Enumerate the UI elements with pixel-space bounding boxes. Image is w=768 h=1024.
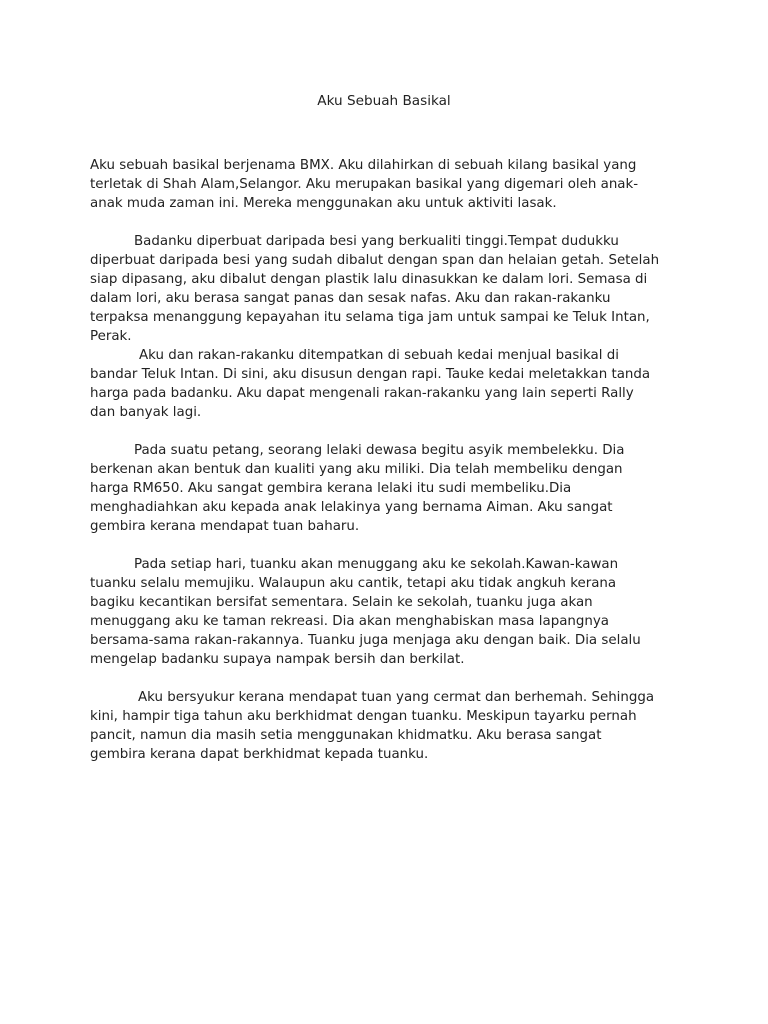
paragraph-1 xyxy=(90,156,662,213)
paragraph-line: Aku bersyukur kerana mendapat tuan yang cermat dan berhemah. Sehingga xyxy=(138,690,655,705)
paragraph-line: tuanku selalu memujiku. Walaupun aku cantik, tetapi aku tidak angkuh kerana xyxy=(90,576,617,591)
paragraph-line: menuggang aku ke taman rekreasi. Dia akan menghabiskan masa lapangnya xyxy=(90,614,610,629)
paragraph-line: Perak. xyxy=(90,329,132,344)
paragraph-line: bandar Teluk Intan. Di sini, aku disusun dengan rapi. Tauke kedai meletakkan tanda xyxy=(90,367,651,382)
paragraph-5 xyxy=(90,555,662,669)
paragraph-line: gembira kerana mendapat tuan baharu. xyxy=(90,519,360,534)
paragraph-line: terletak di Shah Alam,Selangor. Aku merupakan basikal yang digemari oleh anak- xyxy=(90,177,639,192)
paragraph-line: berkenan akan bentuk dan kualiti yang aku miliki. Dia telah membeliku dengan xyxy=(90,462,623,477)
paragraph-line: mengelap badanku supaya nampak bersih dan berkilat. xyxy=(90,652,465,667)
paragraph-line: diperbuat daripada besi yang sudah dibalut dengan span dan helaian getah. Setelah xyxy=(90,253,660,268)
paragraph-line: pancit, namun dia masih setia menggunakan khidmatku. Aku berasa sangat xyxy=(90,728,602,743)
paragraph-line: bersama-sama rakan-rakannya. Tuanku juga menjaga aku dengan baik. Dia selalu xyxy=(90,633,641,648)
paragraph-line: Badanku diperbuat daripada besi yang berkualiti tinggi.Tempat dudukku xyxy=(134,234,619,249)
paragraph-line: harga pada badanku. Aku dapat mengenali rakan-rakanku yang lain seperti Rally xyxy=(90,386,634,401)
paragraph-line: siap dipasang, aku dibalut dengan plastik lalu dinasukkan ke dalam lori. Semasa di xyxy=(90,272,648,287)
document-body xyxy=(90,156,662,764)
paragraph-line: gembira kerana dapat berkhidmat kepada tuanku. xyxy=(90,747,429,762)
paragraph-3 xyxy=(90,346,662,422)
paragraph-line: menghadiahkan aku kepada anak lelakinya yang bernama Aiman. Aku sangat xyxy=(90,500,613,515)
paragraph-line: Pada suatu petang, seorang lelaki dewasa begitu asyik membelekku. Dia xyxy=(134,443,625,458)
paragraph-line: harga RM650. Aku sangat gembira kerana lelaki itu sudi membeliku.Dia xyxy=(90,481,572,496)
paragraph-6 xyxy=(90,688,662,764)
paragraph-2 xyxy=(90,232,662,346)
paragraph-line: Aku sebuah basikal berjenama BMX. Aku dilahirkan di sebuah kilang basikal yang xyxy=(90,158,637,173)
paragraph-line: anak muda zaman ini. Mereka menggunakan aku untuk aktiviti lasak. xyxy=(90,196,557,211)
paragraph-4 xyxy=(90,441,662,536)
paragraph-line: Aku dan rakan-rakanku ditempatkan di sebuah kedai menjual basikal di xyxy=(139,348,619,363)
paragraph-line: terpaksa menanggung kepayahan itu selama tiga jam untuk sampai ke Teluk Intan, xyxy=(90,310,650,325)
paragraph-line: Pada setiap hari, tuanku akan menuggang aku ke sekolah.Kawan-kawan xyxy=(134,557,619,572)
paragraph-line: dalam lori, aku berasa sangat panas dan sesak nafas. Aku dan rakan-rakanku xyxy=(90,291,611,306)
paragraph-line: bagiku kecantikan bersifat sementara. Selain ke sekolah, tuanku juga akan xyxy=(90,595,593,610)
paragraph-line: kini, hampir tiga tahun aku berkhidmat dengan tuanku. Meskipun tayarku pernah xyxy=(90,709,637,724)
paragraph-line: dan banyak lagi. xyxy=(90,405,202,420)
document-title: Aku Sebuah Basikal xyxy=(317,93,451,109)
